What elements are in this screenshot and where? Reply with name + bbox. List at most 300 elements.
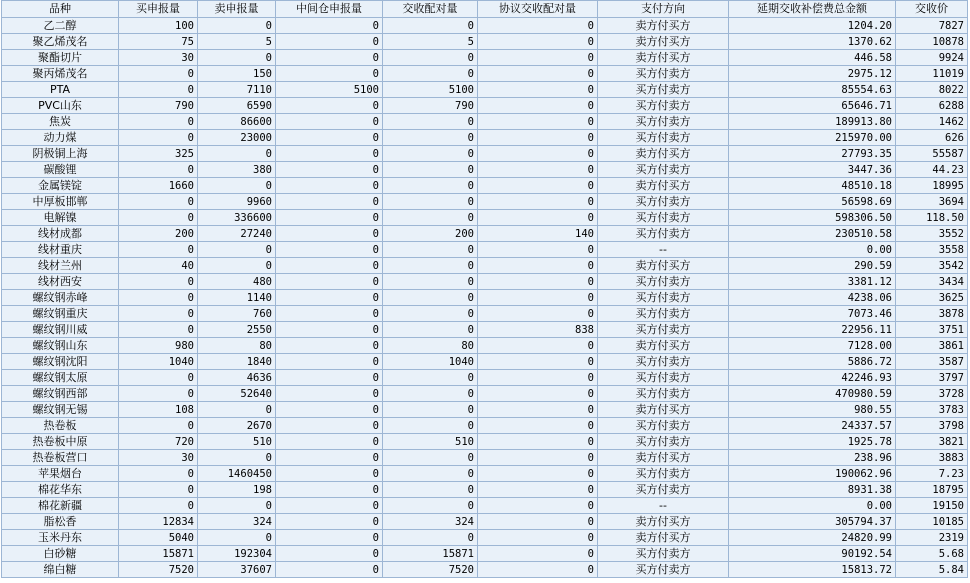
- cell-buy-declared: 980: [119, 338, 198, 354]
- cell-buy-declared: 5040: [119, 530, 198, 546]
- cell-compensation-total: 65646.71: [729, 98, 896, 114]
- cell-delivery-matched: 0: [383, 402, 478, 418]
- cell-buy-declared: 30: [119, 450, 198, 466]
- cell-variety: 玉米丹东: [2, 530, 119, 546]
- cell-agreement-matched: 0: [478, 258, 598, 274]
- cell-buy-declared: 100: [119, 18, 198, 34]
- cell-compensation-total: 3447.36: [729, 162, 896, 178]
- cell-delivery-price: 3625: [896, 290, 968, 306]
- cell-agreement-matched: 0: [478, 114, 598, 130]
- column-header-delivery-price: 交收价: [896, 1, 968, 18]
- cell-buy-declared: 0: [119, 418, 198, 434]
- cell-delivery-matched: 5100: [383, 82, 478, 98]
- cell-delivery-price: 9924: [896, 50, 968, 66]
- cell-agreement-matched: 0: [478, 418, 598, 434]
- cell-compensation-total: 305794.37: [729, 514, 896, 530]
- column-header-delivery-matched: 交收配对量: [383, 1, 478, 18]
- cell-intermediate-declared: 0: [276, 562, 383, 578]
- cell-intermediate-declared: 0: [276, 498, 383, 514]
- cell-variety: 电解镍: [2, 210, 119, 226]
- cell-variety: 聚丙烯茂名: [2, 66, 119, 82]
- cell-agreement-matched: 0: [478, 130, 598, 146]
- cell-intermediate-declared: 0: [276, 242, 383, 258]
- table-row: [2, 514, 968, 530]
- cell-variety: 螺纹钢沈阳: [2, 354, 119, 370]
- cell-delivery-price: 3861: [896, 338, 968, 354]
- cell-agreement-matched: 0: [478, 338, 598, 354]
- cell-intermediate-declared: 0: [276, 18, 383, 34]
- cell-compensation-total: 24337.57: [729, 418, 896, 434]
- cell-agreement-matched: 0: [478, 194, 598, 210]
- table-row: [2, 322, 968, 338]
- cell-delivery-matched: 0: [383, 242, 478, 258]
- cell-sell-declared: 4636: [198, 370, 276, 386]
- cell-intermediate-declared: 0: [276, 434, 383, 450]
- cell-agreement-matched: 0: [478, 498, 598, 514]
- cell-buy-declared: 200: [119, 226, 198, 242]
- cell-delivery-matched: 0: [383, 194, 478, 210]
- cell-sell-declared: 0: [198, 178, 276, 194]
- cell-compensation-total: 4238.06: [729, 290, 896, 306]
- cell-payment-direction: 卖方付买方: [598, 530, 729, 546]
- cell-compensation-total: 7073.46: [729, 306, 896, 322]
- cell-agreement-matched: 140: [478, 226, 598, 242]
- cell-delivery-price: 55587: [896, 146, 968, 162]
- table-row: [2, 146, 968, 162]
- cell-sell-declared: 6590: [198, 98, 276, 114]
- cell-payment-direction: 卖方付买方: [598, 34, 729, 50]
- cell-sell-declared: 0: [198, 50, 276, 66]
- table-row: [2, 402, 968, 418]
- cell-delivery-price: 10185: [896, 514, 968, 530]
- cell-intermediate-declared: 0: [276, 258, 383, 274]
- cell-intermediate-declared: 0: [276, 98, 383, 114]
- cell-compensation-total: 5886.72: [729, 354, 896, 370]
- cell-payment-direction: 卖方付买方: [598, 18, 729, 34]
- cell-payment-direction: 买方付卖方: [598, 386, 729, 402]
- cell-delivery-matched: 324: [383, 514, 478, 530]
- cell-sell-declared: 0: [198, 258, 276, 274]
- cell-payment-direction: 卖方付买方: [598, 450, 729, 466]
- cell-delivery-price: 626: [896, 130, 968, 146]
- cell-delivery-price: 5.68: [896, 546, 968, 562]
- cell-sell-declared: 1840: [198, 354, 276, 370]
- cell-delivery-price: 3694: [896, 194, 968, 210]
- cell-delivery-price: 3542: [896, 258, 968, 274]
- cell-intermediate-declared: 0: [276, 402, 383, 418]
- cell-delivery-matched: 0: [383, 274, 478, 290]
- cell-payment-direction: 买方付卖方: [598, 162, 729, 178]
- cell-sell-declared: 2670: [198, 418, 276, 434]
- cell-intermediate-declared: 0: [276, 466, 383, 482]
- cell-payment-direction: 买方付卖方: [598, 98, 729, 114]
- column-header-compensation-total: 延期交收补偿费总金额: [729, 1, 896, 18]
- cell-variety: 螺纹钢山东: [2, 338, 119, 354]
- cell-sell-declared: 324: [198, 514, 276, 530]
- cell-compensation-total: 42246.93: [729, 370, 896, 386]
- cell-compensation-total: 238.96: [729, 450, 896, 466]
- cell-buy-declared: 12834: [119, 514, 198, 530]
- column-header-payment-direction: 支付方向: [598, 1, 729, 18]
- cell-agreement-matched: 0: [478, 386, 598, 402]
- cell-delivery-price: 3797: [896, 370, 968, 386]
- cell-variety: 螺纹钢赤峰: [2, 290, 119, 306]
- cell-buy-declared: 1660: [119, 178, 198, 194]
- cell-payment-direction: 卖方付买方: [598, 258, 729, 274]
- cell-agreement-matched: 0: [478, 434, 598, 450]
- table-row: [2, 162, 968, 178]
- cell-sell-declared: 9960: [198, 194, 276, 210]
- cell-variety: 螺纹钢川威: [2, 322, 119, 338]
- cell-compensation-total: 230510.58: [729, 226, 896, 242]
- table-row: [2, 226, 968, 242]
- cell-sell-declared: 23000: [198, 130, 276, 146]
- cell-variety: 中厚板邯郸: [2, 194, 119, 210]
- cell-buy-declared: 0: [119, 322, 198, 338]
- cell-payment-direction: 买方付卖方: [598, 466, 729, 482]
- cell-payment-direction: --: [598, 498, 729, 514]
- table-row: [2, 498, 968, 514]
- cell-delivery-price: 8022: [896, 82, 968, 98]
- cell-intermediate-declared: 0: [276, 322, 383, 338]
- cell-delivery-matched: 1040: [383, 354, 478, 370]
- cell-compensation-total: 56598.69: [729, 194, 896, 210]
- cell-sell-declared: 192304: [198, 546, 276, 562]
- cell-delivery-matched: 0: [383, 66, 478, 82]
- cell-sell-declared: 380: [198, 162, 276, 178]
- cell-buy-declared: 0: [119, 386, 198, 402]
- cell-sell-declared: 0: [198, 146, 276, 162]
- cell-payment-direction: 买方付卖方: [598, 322, 729, 338]
- table-row: [2, 34, 968, 50]
- table-row: [2, 66, 968, 82]
- cell-intermediate-declared: 0: [276, 226, 383, 242]
- cell-agreement-matched: 0: [478, 82, 598, 98]
- cell-payment-direction: 买方付卖方: [598, 290, 729, 306]
- cell-delivery-matched: 0: [383, 498, 478, 514]
- cell-delivery-price: 1462: [896, 114, 968, 130]
- cell-payment-direction: 买方付卖方: [598, 274, 729, 290]
- table-row: [2, 562, 968, 578]
- cell-agreement-matched: 0: [478, 546, 598, 562]
- cell-intermediate-declared: 0: [276, 530, 383, 546]
- cell-delivery-price: 3878: [896, 306, 968, 322]
- cell-sell-declared: 0: [198, 242, 276, 258]
- cell-delivery-matched: 0: [383, 114, 478, 130]
- cell-compensation-total: 0.00: [729, 242, 896, 258]
- cell-delivery-matched: 0: [383, 290, 478, 306]
- cell-variety: 碳酸锂: [2, 162, 119, 178]
- table-row: [2, 18, 968, 34]
- cell-intermediate-declared: 0: [276, 482, 383, 498]
- cell-agreement-matched: 0: [478, 178, 598, 194]
- cell-buy-declared: 0: [119, 466, 198, 482]
- column-header-sell-declared: 卖申报量: [198, 1, 276, 18]
- cell-agreement-matched: 0: [478, 354, 598, 370]
- cell-buy-declared: 0: [119, 498, 198, 514]
- cell-buy-declared: 0: [119, 66, 198, 82]
- cell-agreement-matched: 0: [478, 514, 598, 530]
- cell-agreement-matched: 0: [478, 274, 598, 290]
- cell-delivery-price: 7.23: [896, 466, 968, 482]
- cell-delivery-matched: 510: [383, 434, 478, 450]
- cell-buy-declared: 108: [119, 402, 198, 418]
- cell-variety: 焦炭: [2, 114, 119, 130]
- cell-buy-declared: 0: [119, 274, 198, 290]
- cell-buy-declared: 15871: [119, 546, 198, 562]
- cell-delivery-matched: 0: [383, 306, 478, 322]
- cell-agreement-matched: 0: [478, 306, 598, 322]
- column-header-variety: 品种: [2, 1, 119, 18]
- cell-intermediate-declared: 0: [276, 114, 383, 130]
- cell-buy-declared: 720: [119, 434, 198, 450]
- cell-sell-declared: 1140: [198, 290, 276, 306]
- cell-agreement-matched: 0: [478, 466, 598, 482]
- cell-delivery-matched: 0: [383, 162, 478, 178]
- cell-variety: PVC山东: [2, 98, 119, 114]
- cell-delivery-matched: 0: [383, 18, 478, 34]
- cell-intermediate-declared: 0: [276, 386, 383, 402]
- cell-compensation-total: 48510.18: [729, 178, 896, 194]
- table-row: [2, 274, 968, 290]
- cell-compensation-total: 90192.54: [729, 546, 896, 562]
- table-row: [2, 210, 968, 226]
- cell-compensation-total: 290.59: [729, 258, 896, 274]
- cell-payment-direction: --: [598, 242, 729, 258]
- cell-intermediate-declared: 0: [276, 50, 383, 66]
- cell-variety: 热卷板营口: [2, 450, 119, 466]
- cell-buy-declared: 0: [119, 130, 198, 146]
- cell-buy-declared: 0: [119, 306, 198, 322]
- table-row: [2, 178, 968, 194]
- cell-variety: 螺纹钢太原: [2, 370, 119, 386]
- cell-delivery-price: 3558: [896, 242, 968, 258]
- cell-delivery-price: 3821: [896, 434, 968, 450]
- cell-payment-direction: 卖方付买方: [598, 402, 729, 418]
- cell-delivery-matched: 0: [383, 450, 478, 466]
- cell-compensation-total: 189913.80: [729, 114, 896, 130]
- cell-sell-declared: 480: [198, 274, 276, 290]
- cell-intermediate-declared: 5100: [276, 82, 383, 98]
- cell-sell-declared: 0: [198, 530, 276, 546]
- cell-intermediate-declared: 0: [276, 210, 383, 226]
- cell-payment-direction: 买方付卖方: [598, 370, 729, 386]
- table-row: [2, 242, 968, 258]
- cell-sell-declared: 760: [198, 306, 276, 322]
- cell-delivery-price: 3798: [896, 418, 968, 434]
- cell-delivery-matched: 0: [383, 178, 478, 194]
- cell-payment-direction: 买方付卖方: [598, 546, 729, 562]
- cell-buy-declared: 40: [119, 258, 198, 274]
- cell-delivery-price: 2319: [896, 530, 968, 546]
- cell-compensation-total: 7128.00: [729, 338, 896, 354]
- cell-intermediate-declared: 0: [276, 290, 383, 306]
- cell-delivery-matched: 5: [383, 34, 478, 50]
- cell-payment-direction: 买方付卖方: [598, 562, 729, 578]
- cell-sell-declared: 1460450: [198, 466, 276, 482]
- cell-delivery-price: 6288: [896, 98, 968, 114]
- cell-intermediate-declared: 0: [276, 354, 383, 370]
- column-header-buy-declared: 买申报量: [119, 1, 198, 18]
- cell-agreement-matched: 0: [478, 562, 598, 578]
- cell-payment-direction: 买方付卖方: [598, 306, 729, 322]
- cell-payment-direction: 买方付卖方: [598, 226, 729, 242]
- cell-delivery-matched: 80: [383, 338, 478, 354]
- cell-sell-declared: 5: [198, 34, 276, 50]
- cell-delivery-price: 19150: [896, 498, 968, 514]
- table-row: [2, 482, 968, 498]
- cell-intermediate-declared: 0: [276, 194, 383, 210]
- cell-buy-declared: 790: [119, 98, 198, 114]
- cell-sell-declared: 198: [198, 482, 276, 498]
- cell-variety: 白砂糖: [2, 546, 119, 562]
- cell-payment-direction: 卖方付买方: [598, 178, 729, 194]
- cell-variety: 金属镁锭: [2, 178, 119, 194]
- cell-variety: 阴极铜上海: [2, 146, 119, 162]
- cell-intermediate-declared: 0: [276, 514, 383, 530]
- cell-buy-declared: 0: [119, 242, 198, 258]
- table-body: [2, 18, 968, 578]
- table-row: [2, 386, 968, 402]
- cell-agreement-matched: 0: [478, 34, 598, 50]
- cell-intermediate-declared: 0: [276, 306, 383, 322]
- cell-compensation-total: 598306.50: [729, 210, 896, 226]
- cell-delivery-matched: 0: [383, 322, 478, 338]
- cell-delivery-matched: 0: [383, 210, 478, 226]
- cell-delivery-price: 3552: [896, 226, 968, 242]
- cell-buy-declared: 0: [119, 114, 198, 130]
- table-row: [2, 98, 968, 114]
- cell-compensation-total: 15813.72: [729, 562, 896, 578]
- cell-variety: 绵白糖: [2, 562, 119, 578]
- cell-buy-declared: 7520: [119, 562, 198, 578]
- cell-intermediate-declared: 0: [276, 418, 383, 434]
- cell-delivery-price: 3728: [896, 386, 968, 402]
- cell-compensation-total: 1925.78: [729, 434, 896, 450]
- cell-delivery-matched: 0: [383, 482, 478, 498]
- cell-delivery-matched: 0: [383, 146, 478, 162]
- cell-agreement-matched: 0: [478, 530, 598, 546]
- cell-delivery-matched: 0: [383, 370, 478, 386]
- cell-delivery-price: 18995: [896, 178, 968, 194]
- cell-sell-declared: 336600: [198, 210, 276, 226]
- cell-intermediate-declared: 0: [276, 450, 383, 466]
- cell-variety: 螺纹钢重庆: [2, 306, 119, 322]
- cell-variety: 线材西安: [2, 274, 119, 290]
- cell-payment-direction: 卖方付买方: [598, 146, 729, 162]
- cell-variety: 苹果烟台: [2, 466, 119, 482]
- cell-sell-declared: 52640: [198, 386, 276, 402]
- cell-intermediate-declared: 0: [276, 370, 383, 386]
- cell-delivery-price: 11019: [896, 66, 968, 82]
- cell-delivery-matched: 0: [383, 530, 478, 546]
- cell-buy-declared: 0: [119, 82, 198, 98]
- cell-intermediate-declared: 0: [276, 34, 383, 50]
- cell-delivery-matched: 0: [383, 130, 478, 146]
- cell-sell-declared: 0: [198, 18, 276, 34]
- cell-buy-declared: 0: [119, 194, 198, 210]
- cell-variety: 聚酯切片: [2, 50, 119, 66]
- table-row: [2, 546, 968, 562]
- cell-agreement-matched: 838: [478, 322, 598, 338]
- cell-sell-declared: 510: [198, 434, 276, 450]
- cell-delivery-matched: 15871: [383, 546, 478, 562]
- cell-variety: 棉花华东: [2, 482, 119, 498]
- table-row: [2, 114, 968, 130]
- cell-sell-declared: 150: [198, 66, 276, 82]
- cell-compensation-total: 470980.59: [729, 386, 896, 402]
- cell-agreement-matched: 0: [478, 450, 598, 466]
- table-row: [2, 130, 968, 146]
- table-row: [2, 50, 968, 66]
- cell-compensation-total: 27793.35: [729, 146, 896, 162]
- table-row: [2, 194, 968, 210]
- table-row: [2, 418, 968, 434]
- cell-intermediate-declared: 0: [276, 130, 383, 146]
- table-row: [2, 338, 968, 354]
- cell-intermediate-declared: 0: [276, 66, 383, 82]
- cell-delivery-matched: 0: [383, 258, 478, 274]
- cell-compensation-total: 446.58: [729, 50, 896, 66]
- cell-payment-direction: 买方付卖方: [598, 354, 729, 370]
- table-row: [2, 466, 968, 482]
- cell-buy-declared: 75: [119, 34, 198, 50]
- cell-agreement-matched: 0: [478, 370, 598, 386]
- cell-compensation-total: 190062.96: [729, 466, 896, 482]
- cell-sell-declared: 7110: [198, 82, 276, 98]
- cell-compensation-total: 85554.63: [729, 82, 896, 98]
- cell-payment-direction: 买方付卖方: [598, 210, 729, 226]
- table-header-row: [2, 1, 968, 18]
- cell-compensation-total: 8931.38: [729, 482, 896, 498]
- table-row: [2, 306, 968, 322]
- cell-buy-declared: 0: [119, 370, 198, 386]
- cell-variety: 螺纹钢西部: [2, 386, 119, 402]
- cell-intermediate-declared: 0: [276, 178, 383, 194]
- cell-payment-direction: 买方付卖方: [598, 114, 729, 130]
- cell-delivery-price: 44.23: [896, 162, 968, 178]
- cell-buy-declared: 30: [119, 50, 198, 66]
- cell-delivery-price: 3783: [896, 402, 968, 418]
- cell-sell-declared: 37607: [198, 562, 276, 578]
- cell-intermediate-declared: 0: [276, 274, 383, 290]
- cell-delivery-price: 5.84: [896, 562, 968, 578]
- cell-sell-declared: 80: [198, 338, 276, 354]
- cell-agreement-matched: 0: [478, 50, 598, 66]
- cell-variety: 聚乙烯茂名: [2, 34, 119, 50]
- cell-delivery-price: 3434: [896, 274, 968, 290]
- cell-compensation-total: 1370.62: [729, 34, 896, 50]
- cell-variety: 脂松香: [2, 514, 119, 530]
- cell-payment-direction: 买方付卖方: [598, 82, 729, 98]
- cell-delivery-matched: 0: [383, 50, 478, 66]
- cell-variety: 线材重庆: [2, 242, 119, 258]
- cell-delivery-matched: 0: [383, 386, 478, 402]
- cell-delivery-matched: 0: [383, 466, 478, 482]
- cell-delivery-price: 7827: [896, 18, 968, 34]
- cell-intermediate-declared: 0: [276, 338, 383, 354]
- cell-delivery-matched: 0: [383, 418, 478, 434]
- cell-sell-declared: 0: [198, 402, 276, 418]
- table-row: [2, 434, 968, 450]
- cell-compensation-total: 215970.00: [729, 130, 896, 146]
- cell-compensation-total: 980.55: [729, 402, 896, 418]
- cell-payment-direction: 买方付卖方: [598, 66, 729, 82]
- cell-variety: 动力煤: [2, 130, 119, 146]
- cell-variety: 热卷板: [2, 418, 119, 434]
- column-header-agreement-matched: 协议交收配对量: [478, 1, 598, 18]
- cell-payment-direction: 卖方付买方: [598, 514, 729, 530]
